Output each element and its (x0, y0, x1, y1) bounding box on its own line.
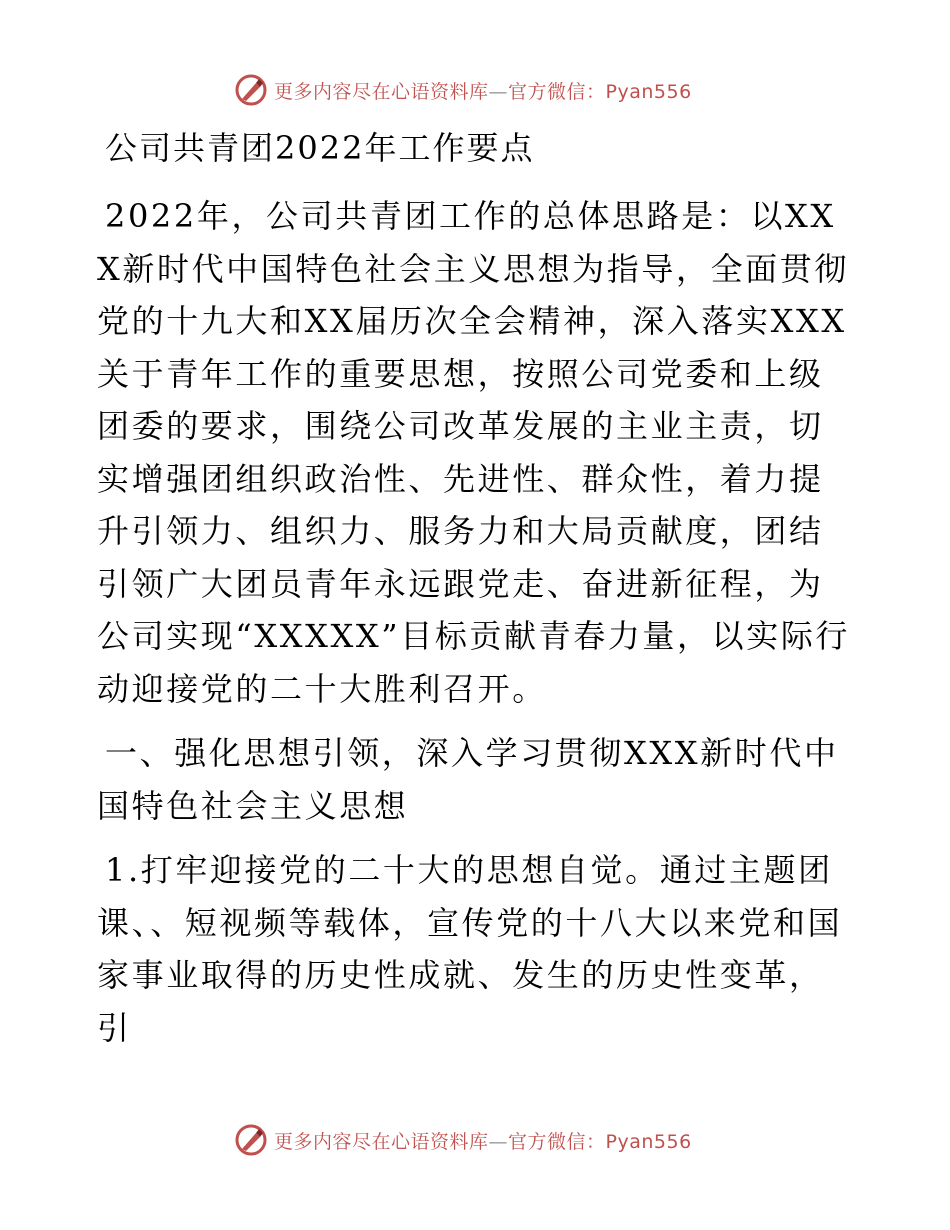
pen-logo-icon (234, 1123, 268, 1157)
document-body (97, 126, 857, 1054)
item-paragraph-1: 1.打牢迎接党的二十大的思想自觉。通过主题团课、、短视频等载体，宣传党的十八大以来党和国家事业取得的历史性成就、发生的历史性变革，引 (97, 851, 843, 1047)
watermark-text: 更多内容尽在心语资料库—官方微信：Pyan556 (274, 1130, 692, 1153)
intro-paragraph: 2022年，公司共青团工作的总体思路是：以XXX新时代中国特色社会主义思想为指导，全面贯彻党的十九大和XX届历次全会精神，深入落实XXX关于青年工作的重要思想，按照公司党委和上级团委的要求，围绕公司改革发展的主业主责，切实增强团组织政治性、先进性、群众性，着力提升引领力、组织力、服务力和大局贡献度，团结引领广大团员青年永远跟党走、奋进新征程，为公司实现“XXXXX”目标贡献青春力量，以实际行动迎接党的二十大胜利召开。 (97, 197, 851, 708)
document-title: 公司共青团2022年工作要点 (105, 129, 535, 167)
pen-logo-icon (234, 73, 268, 107)
section-heading-1: 一、强化思想引领，深入学习贯彻XXX新时代中国特色社会主义思想 (97, 734, 839, 825)
watermark-header (234, 70, 692, 110)
watermark-text: 更多内容尽在心语资料库—官方微信：Pyan556 (274, 80, 692, 103)
watermark-footer (234, 1120, 692, 1160)
